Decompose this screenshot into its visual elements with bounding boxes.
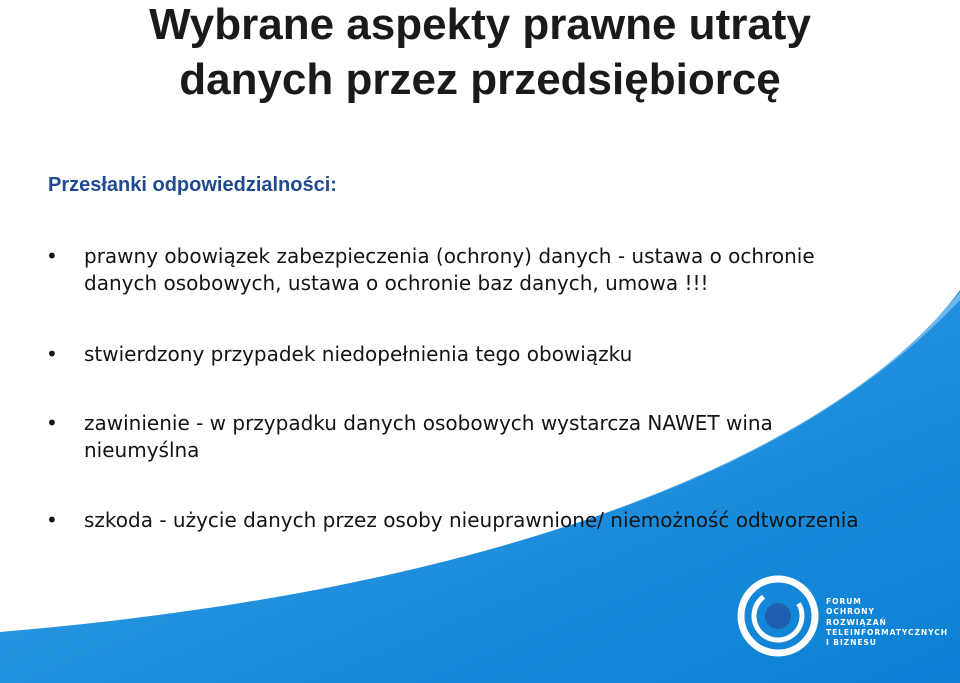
bullet-icon: • bbox=[46, 508, 58, 532]
bullet-icon: • bbox=[46, 244, 58, 268]
title-line-1: Wybrane aspekty prawne utraty bbox=[149, 0, 811, 49]
bullet-item bbox=[46, 410, 866, 464]
forum-logo-circle-icon bbox=[736, 574, 820, 658]
logo-line: FORUM bbox=[826, 597, 862, 606]
logo-line: I BIZNESU bbox=[826, 638, 877, 648]
logo-line: ROZWIĄZAŃ bbox=[826, 617, 887, 627]
bullet-icon: • bbox=[46, 411, 58, 435]
bullet-icon: • bbox=[46, 342, 58, 366]
bullet-item bbox=[46, 507, 866, 534]
bullet-text: prawny obowiązek zabezpieczenia (ochrony) danych - ustawa o ochronie danych osobowych, ustawa o ochronie baz danych, umowa !!! bbox=[84, 244, 815, 295]
bullet-item bbox=[46, 341, 866, 368]
title-line-2: danych przez przedsiębiorcę bbox=[179, 55, 781, 104]
forum-logo-text bbox=[826, 597, 948, 648]
bullet-text: szkoda - użycie danych przez osoby nieuprawnione/ niemożność odtworzenia bbox=[84, 508, 859, 532]
bullet-item bbox=[46, 243, 866, 297]
section-subtitle: Przesłanki odpowiedzialności: bbox=[48, 174, 337, 196]
bullet-text: zawinienie - w przypadku danych osobowych wystarcza NAWET wina nieumyślna bbox=[84, 411, 773, 462]
logo-line: TELEINFORMATYCZNYCH bbox=[826, 627, 949, 637]
bullet-text: stwierdzony przypadek niedopełnienia tego obowiązku bbox=[84, 342, 633, 366]
logo-line: OCHRONY bbox=[826, 607, 875, 617]
